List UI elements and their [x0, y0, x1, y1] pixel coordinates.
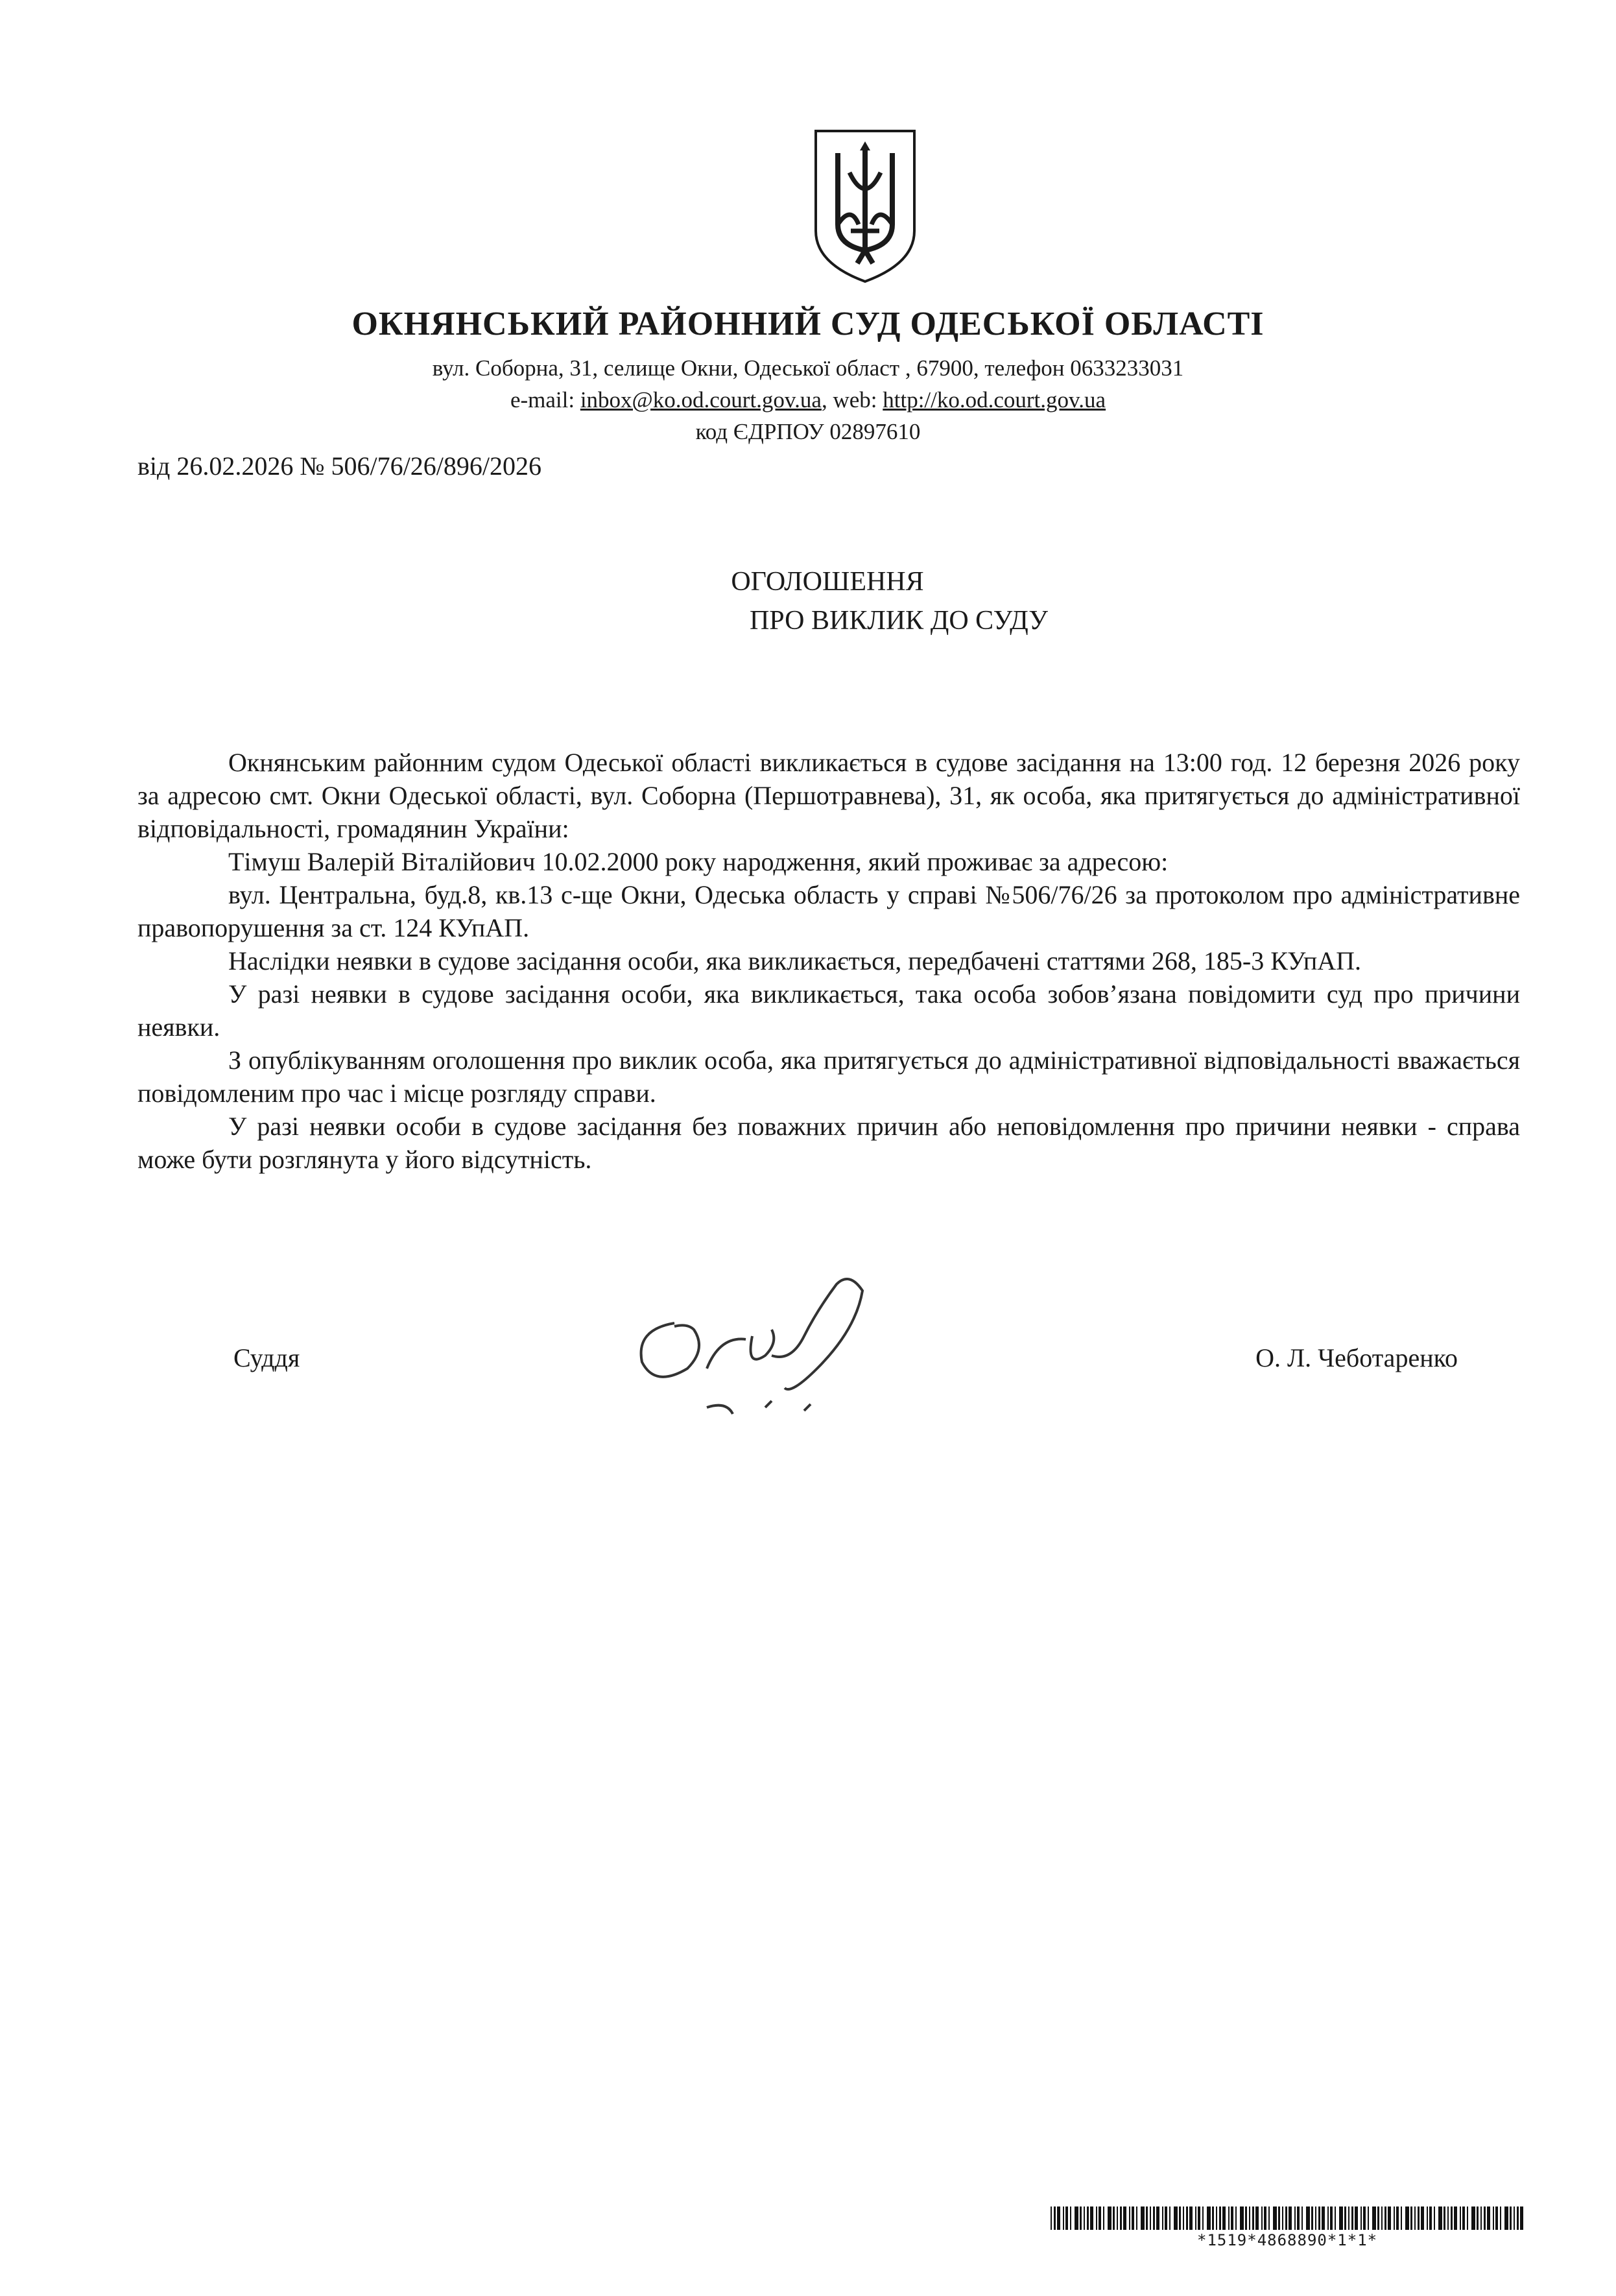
barcode-bar: [1084, 2206, 1085, 2230]
barcode-bar: [1451, 2206, 1453, 2230]
court-address: вул. Соборна, 31, селище Окни, Одеської област , 67900, телефон 0633233031: [432, 355, 1184, 381]
barcode-bar: [1087, 2206, 1089, 2230]
document-reference: від 26.02.2026 № 506/76/26/896/2026: [137, 451, 541, 481]
coat-of-arms-icon: [812, 127, 918, 285]
barcode-bar: [1150, 2206, 1151, 2230]
barcode-bar: [1327, 2206, 1329, 2230]
barcode-number: *1519*4868890*1*1*: [1197, 2231, 1378, 2249]
barcode-bar: [1183, 2206, 1184, 2230]
barcode-bar: [1471, 2206, 1475, 2230]
barcode-bar: [1394, 2206, 1395, 2230]
barcode-bar: [1141, 2206, 1145, 2230]
barcode-bar: [1504, 2206, 1508, 2230]
barcode-bar: [1335, 2206, 1336, 2230]
barcode-bar: [1174, 2206, 1178, 2230]
barcode-bar: [1480, 2206, 1482, 2230]
barcode-bar: [1414, 2206, 1416, 2230]
barcode-bar: [1493, 2206, 1494, 2230]
barcode-bar: [1245, 2206, 1247, 2230]
barcode-bar: [1063, 2206, 1064, 2230]
document-title: ОГОЛОШЕННЯ: [731, 567, 924, 597]
barcode-bar: [1294, 2206, 1296, 2230]
barcode-bar: [1297, 2206, 1300, 2230]
barcode-bar: [1222, 2206, 1226, 2230]
paragraph-consequences: Наслідки неявки в судове засідання особи, яка викликається, передбачені статтями 268, 185-3 КУпАП.: [228, 946, 1362, 975]
barcode-bar: [1427, 2206, 1428, 2230]
barcode-bar: [1520, 2206, 1523, 2230]
barcode-bar: [1132, 2206, 1134, 2230]
barcode-bar: [1372, 2206, 1376, 2230]
barcode-bar: [1361, 2206, 1362, 2230]
barcode-bar: [1410, 2206, 1412, 2230]
barcode-bar: [1195, 2206, 1196, 2230]
barcode-bar: [1384, 2206, 1386, 2230]
barcode-bar: [1460, 2206, 1461, 2230]
barcode-bar: [1136, 2206, 1137, 2230]
barcode-bar: [1318, 2206, 1320, 2230]
barcode-bar: [1228, 2206, 1230, 2230]
barcode-bar: [1235, 2206, 1237, 2230]
barcode-bar: [1202, 2206, 1204, 2230]
barcode-bar: [1454, 2206, 1457, 2230]
barcode-bar: [1051, 2206, 1052, 2230]
barcode-bar: [1381, 2206, 1383, 2230]
barcode-bar: [1306, 2206, 1310, 2230]
barcode-bar: [1080, 2206, 1082, 2230]
barcode-bar: [1117, 2206, 1118, 2230]
court-contacts: [0, 386, 1616, 414]
barcode-bar: [1057, 2206, 1060, 2230]
email-label: e-mail:: [510, 387, 575, 413]
barcode-bar: [1165, 2206, 1167, 2230]
barcode-bar: [1477, 2206, 1479, 2230]
barcode-bar: [1099, 2206, 1101, 2230]
barcode-bar: [1282, 2206, 1283, 2230]
barcode-bar: [1255, 2206, 1259, 2230]
barcode-bar: [1129, 2206, 1130, 2230]
barcode-bar: [1517, 2206, 1519, 2230]
barcode-bar: [1330, 2206, 1333, 2230]
barcode-bar: [1065, 2206, 1068, 2230]
web-label: , web:: [821, 387, 877, 413]
signatory-role: Суддя: [233, 1343, 300, 1372]
barcode-bar: [1278, 2206, 1280, 2230]
barcode-bar: [1401, 2206, 1402, 2230]
barcode-bar: [1311, 2206, 1313, 2230]
barcode-bar: [1249, 2206, 1250, 2230]
barcode-bar: [1198, 2206, 1200, 2230]
barcode-bar: [1396, 2206, 1399, 2230]
barcode-bar: [1054, 2206, 1056, 2230]
paragraph-notify: У разі неявки в судове засідання особи, яка викликається, така особа зобов’язана повідомити суд про причини неявки.: [137, 979, 1520, 1042]
barcode-bar: [1514, 2206, 1515, 2230]
document-subtitle: ПРО ВИКЛИК ДО СУДУ: [749, 606, 1049, 636]
barcode-bar: [1075, 2206, 1078, 2230]
barcode-bar: [1495, 2206, 1498, 2230]
barcode-bar: [1438, 2206, 1442, 2230]
barcode-bar: [1179, 2206, 1181, 2230]
barcode-bar: [1273, 2206, 1277, 2230]
barcode-bar: [1301, 2206, 1303, 2230]
edrpou-code: код ЄДРПОУ 02897610: [695, 419, 921, 444]
paragraph-summons: Окнянським районним судом Одеської області викликається в судове засідання на 13:00 год. 12 березня 2026 року за адресою смт. Окни Одеської області, вул. Соборна (Першотравнева), 31, як особа, яка притягується до адміністративної відповідальності, громадянин України:: [137, 748, 1520, 843]
barcode-bar: [1216, 2206, 1217, 2230]
barcode-bar: [1467, 2206, 1468, 2230]
barcode-bar: [1186, 2206, 1188, 2230]
barcode-bar: [1484, 2206, 1486, 2230]
paragraph-case: вул. Центральна, буд.8, кв.13 с-ще Окни, Одеська область у справі №506/76/26 за протоколом про адміністративне правопорушення за ст. 124 КУпАП.: [137, 880, 1520, 942]
barcode-bar: [1212, 2206, 1214, 2230]
barcode-bar: [1169, 2206, 1170, 2230]
barcode-bar: [1108, 2206, 1111, 2230]
barcode-icon: [1051, 2206, 1524, 2230]
barcode-bar: [1219, 2206, 1221, 2230]
web-link[interactable]: http://ko.od.court.gov.ua: [883, 387, 1106, 413]
court-name: ОКНЯНСЬКИЙ РАЙОННИЙ СУД ОДЕСЬКОЇ ОБЛАСТІ: [351, 305, 1265, 342]
barcode-bar: [1421, 2206, 1424, 2230]
barcode-bar: [1429, 2206, 1432, 2230]
barcode-bar: [1447, 2206, 1449, 2230]
barcode-bar: [1500, 2206, 1501, 2230]
email-link[interactable]: inbox@ko.od.court.gov.ua: [580, 387, 822, 413]
barcode-bar: [1363, 2206, 1366, 2230]
announcement-body: [137, 746, 1520, 1176]
paragraph-publication: З опублікуванням оголошення про виклик особа, яка притягується до адміністративної відповідальності вважається повідомленим про час і місце розгляду справи.: [137, 1046, 1520, 1108]
barcode-bar: [1103, 2206, 1104, 2230]
barcode-bar: [1322, 2206, 1325, 2230]
barcode-bar: [1252, 2206, 1254, 2230]
barcode-bar: [1377, 2206, 1379, 2230]
barcode-bar: [1123, 2206, 1126, 2230]
barcode-bar: [1261, 2206, 1263, 2230]
barcode-bar: [1462, 2206, 1465, 2230]
barcode-bar: [1162, 2206, 1163, 2230]
barcode-bar: [1405, 2206, 1409, 2230]
barcode-bar: [1348, 2206, 1349, 2230]
handwritten-signature: [623, 1271, 934, 1433]
barcode-bar: [1153, 2206, 1155, 2230]
barcode-bar: [1268, 2206, 1270, 2230]
barcode-bar: [1388, 2206, 1391, 2230]
barcode-bar: [1189, 2206, 1193, 2230]
barcode-bar: [1289, 2206, 1292, 2230]
barcode-bar: [1240, 2206, 1244, 2230]
barcode-bar: [1418, 2206, 1420, 2230]
barcode-bar: [1090, 2206, 1093, 2230]
barcode-bar: [1207, 2206, 1211, 2230]
barcode-bar: [1351, 2206, 1353, 2230]
paragraph-absence: У разі неявки особи в судове засідання без поважних причин або неповідомлення про причини неявки - справа може бути розглянута у його відсутність.: [137, 1112, 1520, 1174]
barcode-bar: [1146, 2206, 1148, 2230]
barcode-bar: [1113, 2206, 1115, 2230]
barcode-bar: [1070, 2206, 1071, 2230]
barcode-bar: [1510, 2206, 1512, 2230]
barcode-bar: [1156, 2206, 1159, 2230]
barcode-bar: [1344, 2206, 1346, 2230]
barcode-bar: [1339, 2206, 1343, 2230]
barcode-bar: [1285, 2206, 1287, 2230]
barcode-bar: [1355, 2206, 1358, 2230]
signatory-name: О. Л. Чеботаренко: [1255, 1343, 1458, 1372]
barcode-bar: [1315, 2206, 1316, 2230]
barcode-bar: [1444, 2206, 1445, 2230]
barcode-bar: [1231, 2206, 1233, 2230]
barcode-bar: [1120, 2206, 1122, 2230]
barcode-bar: [1368, 2206, 1369, 2230]
barcode-bar: [1487, 2206, 1490, 2230]
barcode-bar: [1434, 2206, 1435, 2230]
paragraph-person: Тімуш Валерій Віталійович 10.02.2000 року народження, який проживає за адресою:: [228, 847, 1169, 876]
barcode-bar: [1096, 2206, 1097, 2230]
barcode-bar: [1264, 2206, 1266, 2230]
